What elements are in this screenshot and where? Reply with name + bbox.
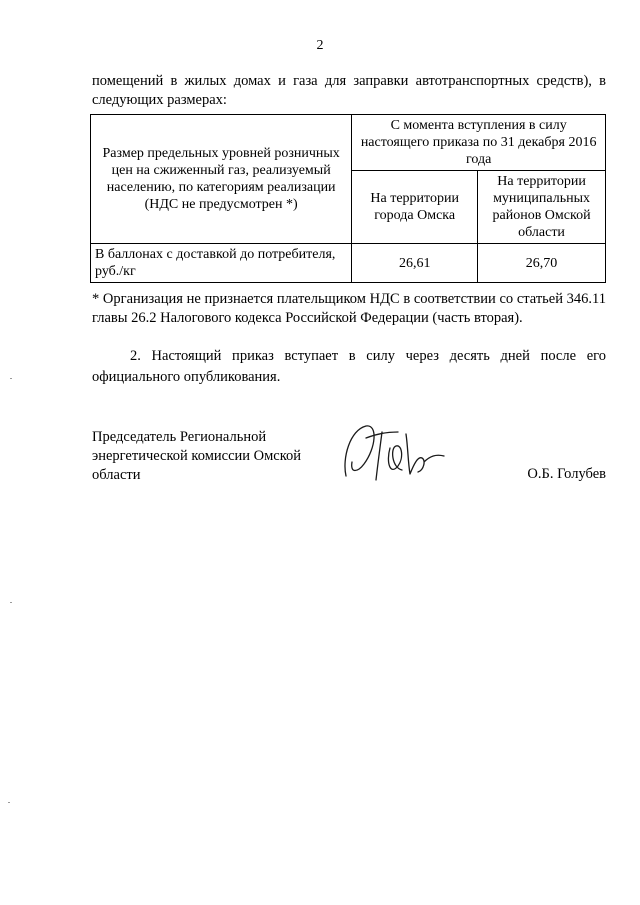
page-number: 2 [316, 38, 324, 53]
handwritten-signature [336, 418, 452, 486]
margin-mark [10, 378, 12, 379]
row-districts-value: 26,70 [478, 244, 606, 283]
clause-2: 2. Настоящий приказ вступает в силу через десять дней после его официального опубликования. [92, 348, 606, 385]
table-header-row [91, 115, 606, 171]
header-category: Размер предельных уровней розничных цен на сжиженный газ, реализуемый населению, по категориям реализации (НДС не предусмотрен *) [91, 115, 352, 244]
signatory-title: Председатель Региональной энергетической комиссии Омской области [92, 429, 302, 483]
header-omsk: На территории города Омска [352, 171, 478, 244]
margin-mark [10, 602, 12, 603]
table-row [91, 244, 606, 283]
header-districts: На территории муниципальных районов Омской области [478, 171, 606, 244]
margin-mark [8, 802, 10, 803]
footnote: * Организация не признается плательщиком НДС в соответствии со статьей 346.11 главы 26.2 Налогового кодекса Российской Федерации (часть вторая). [92, 291, 606, 326]
signatory-name: О.Б. Голубев [527, 466, 606, 482]
price-table [90, 114, 606, 283]
intro-paragraph: помещений в жилых домах и газа для заправки автотранспортных средств), в следующих размерах: [92, 73, 606, 108]
row-category: В баллонах с доставкой до потребителя, руб./кг [91, 244, 352, 283]
header-period: С момента вступления в силу настоящего приказа по 31 декабря 2016 года [352, 115, 606, 171]
row-omsk-value: 26,61 [352, 244, 478, 283]
